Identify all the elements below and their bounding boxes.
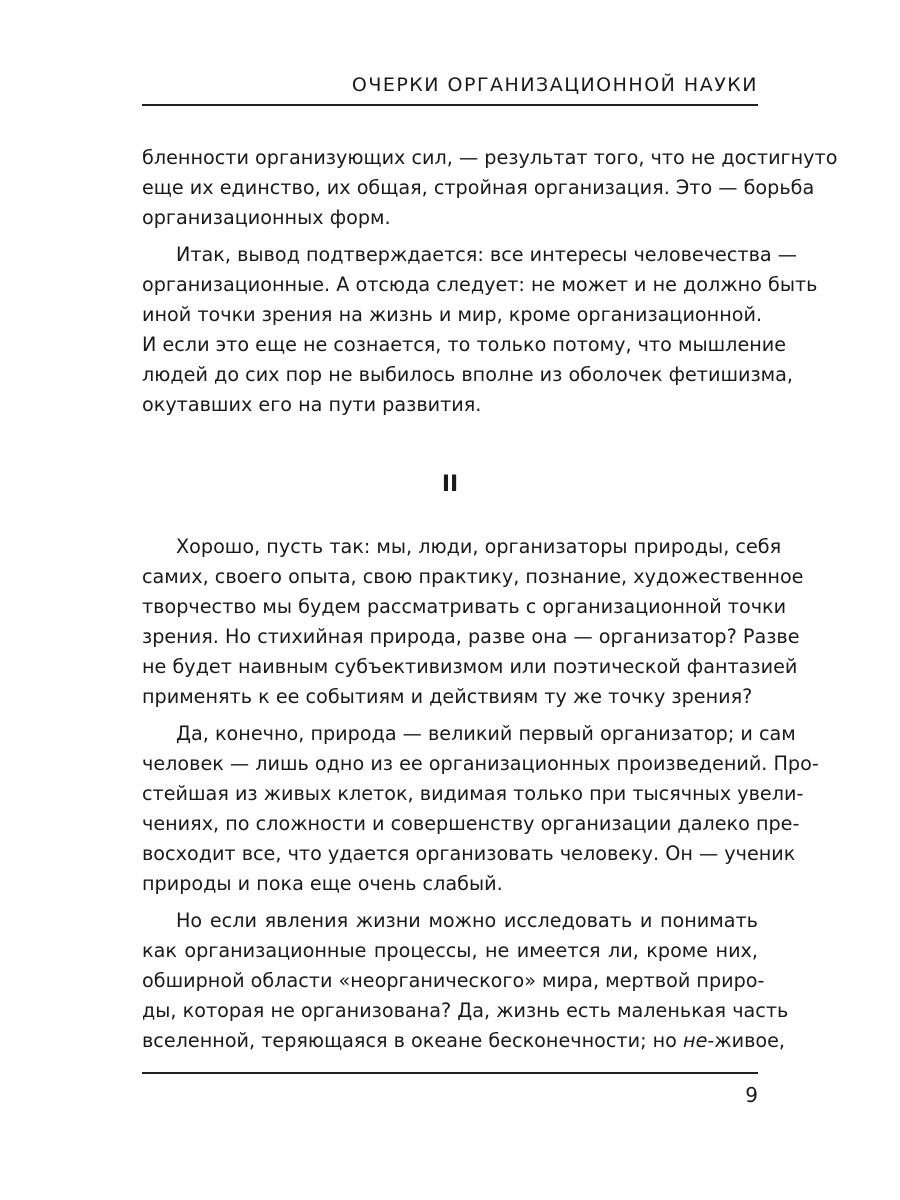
section-heading: II — [441, 472, 459, 497]
text-line: Да, конечно, природа — великий первый организатор; и сам — [176, 722, 796, 745]
text-line: организационные. А отсюда следует: не может и не должно быть — [142, 273, 818, 296]
text-line: Итак, вывод подтверждается: все интересы человечества — — [176, 243, 797, 266]
text-line: природы и пока еще очень слабый. — [142, 872, 503, 895]
text-line: творчество мы будем рассматривать с организационной точки — [142, 595, 787, 618]
text-fragment: -живое, — [707, 1029, 786, 1052]
text-line: зрения. Но стихийная природа, разве она — организатор? Разве — [142, 625, 800, 648]
paragraph-1 — [142, 143, 838, 233]
text-line: иной точки зрения на жизнь и мир, кроме организационной. — [142, 303, 763, 326]
text-fragment: вселенной, теряющаяся в океане бесконечности; но — [142, 1029, 684, 1052]
page-number: 9 — [745, 1083, 758, 1107]
text-line: применять к ее событиям и действиям ту же точку зрения? — [142, 685, 753, 708]
text-line: ды, которая не организована? Да, жизнь есть маленькая часть — [142, 999, 789, 1022]
paragraph-2 — [142, 240, 818, 420]
text-line: как организационные процессы, не имеется ли, кроме них, — [142, 939, 758, 962]
text-line: восходит все, что удается организовать человеку. Он — ученик — [142, 842, 796, 865]
paragraph-4 — [142, 719, 819, 899]
text-line-with-emphasis — [142, 1026, 786, 1056]
text-line: бленности организующих сил, — результат того, что не достигнуто — [142, 146, 838, 169]
text-line: человек — лишь одно из ее организационных произведений. Про- — [142, 752, 819, 775]
emphasis-word: не — [683, 1029, 708, 1052]
text-block-bottom — [142, 532, 819, 1056]
text-line: стейшая из живых клеток, видимая только при тысячных увели- — [142, 782, 804, 805]
header-rule — [142, 104, 758, 106]
text-line: организационных форм. — [142, 206, 391, 229]
text-line: обширной области «неорганического» мира, мертвой приро- — [142, 969, 765, 992]
text-line: Хорошо, пусть так: мы, люди, организаторы природы, себя — [176, 535, 782, 558]
footer-rule — [142, 1072, 758, 1074]
paragraph-3 — [142, 532, 804, 712]
text-line: самих, своего опыта, свою практику, познание, художественное — [142, 565, 804, 588]
running-head: ОЧЕРКИ ОРГАНИЗАЦИОННОЙ НАУКИ — [351, 74, 758, 96]
text-line: еще их единство, их общая, стройная организация. Это — борьба — [142, 176, 815, 199]
text-block-top — [142, 143, 838, 420]
text-line: не будет наивным субъективизмом или поэтической фантазией — [142, 655, 798, 678]
paragraph-5 — [142, 906, 789, 1056]
text-line: Но если явления жизни можно исследовать и понимать — [176, 909, 758, 932]
text-line: людей до сих пор не выбилось вполне из оболочек фетишизма, — [142, 363, 794, 386]
text-line: И если это еще не сознается, то только потому, что мышление — [142, 333, 787, 356]
text-line: окутавших его на пути развития. — [142, 393, 482, 416]
text-line: чениях, по сложности и совершенству организации далеко пре- — [142, 812, 800, 835]
